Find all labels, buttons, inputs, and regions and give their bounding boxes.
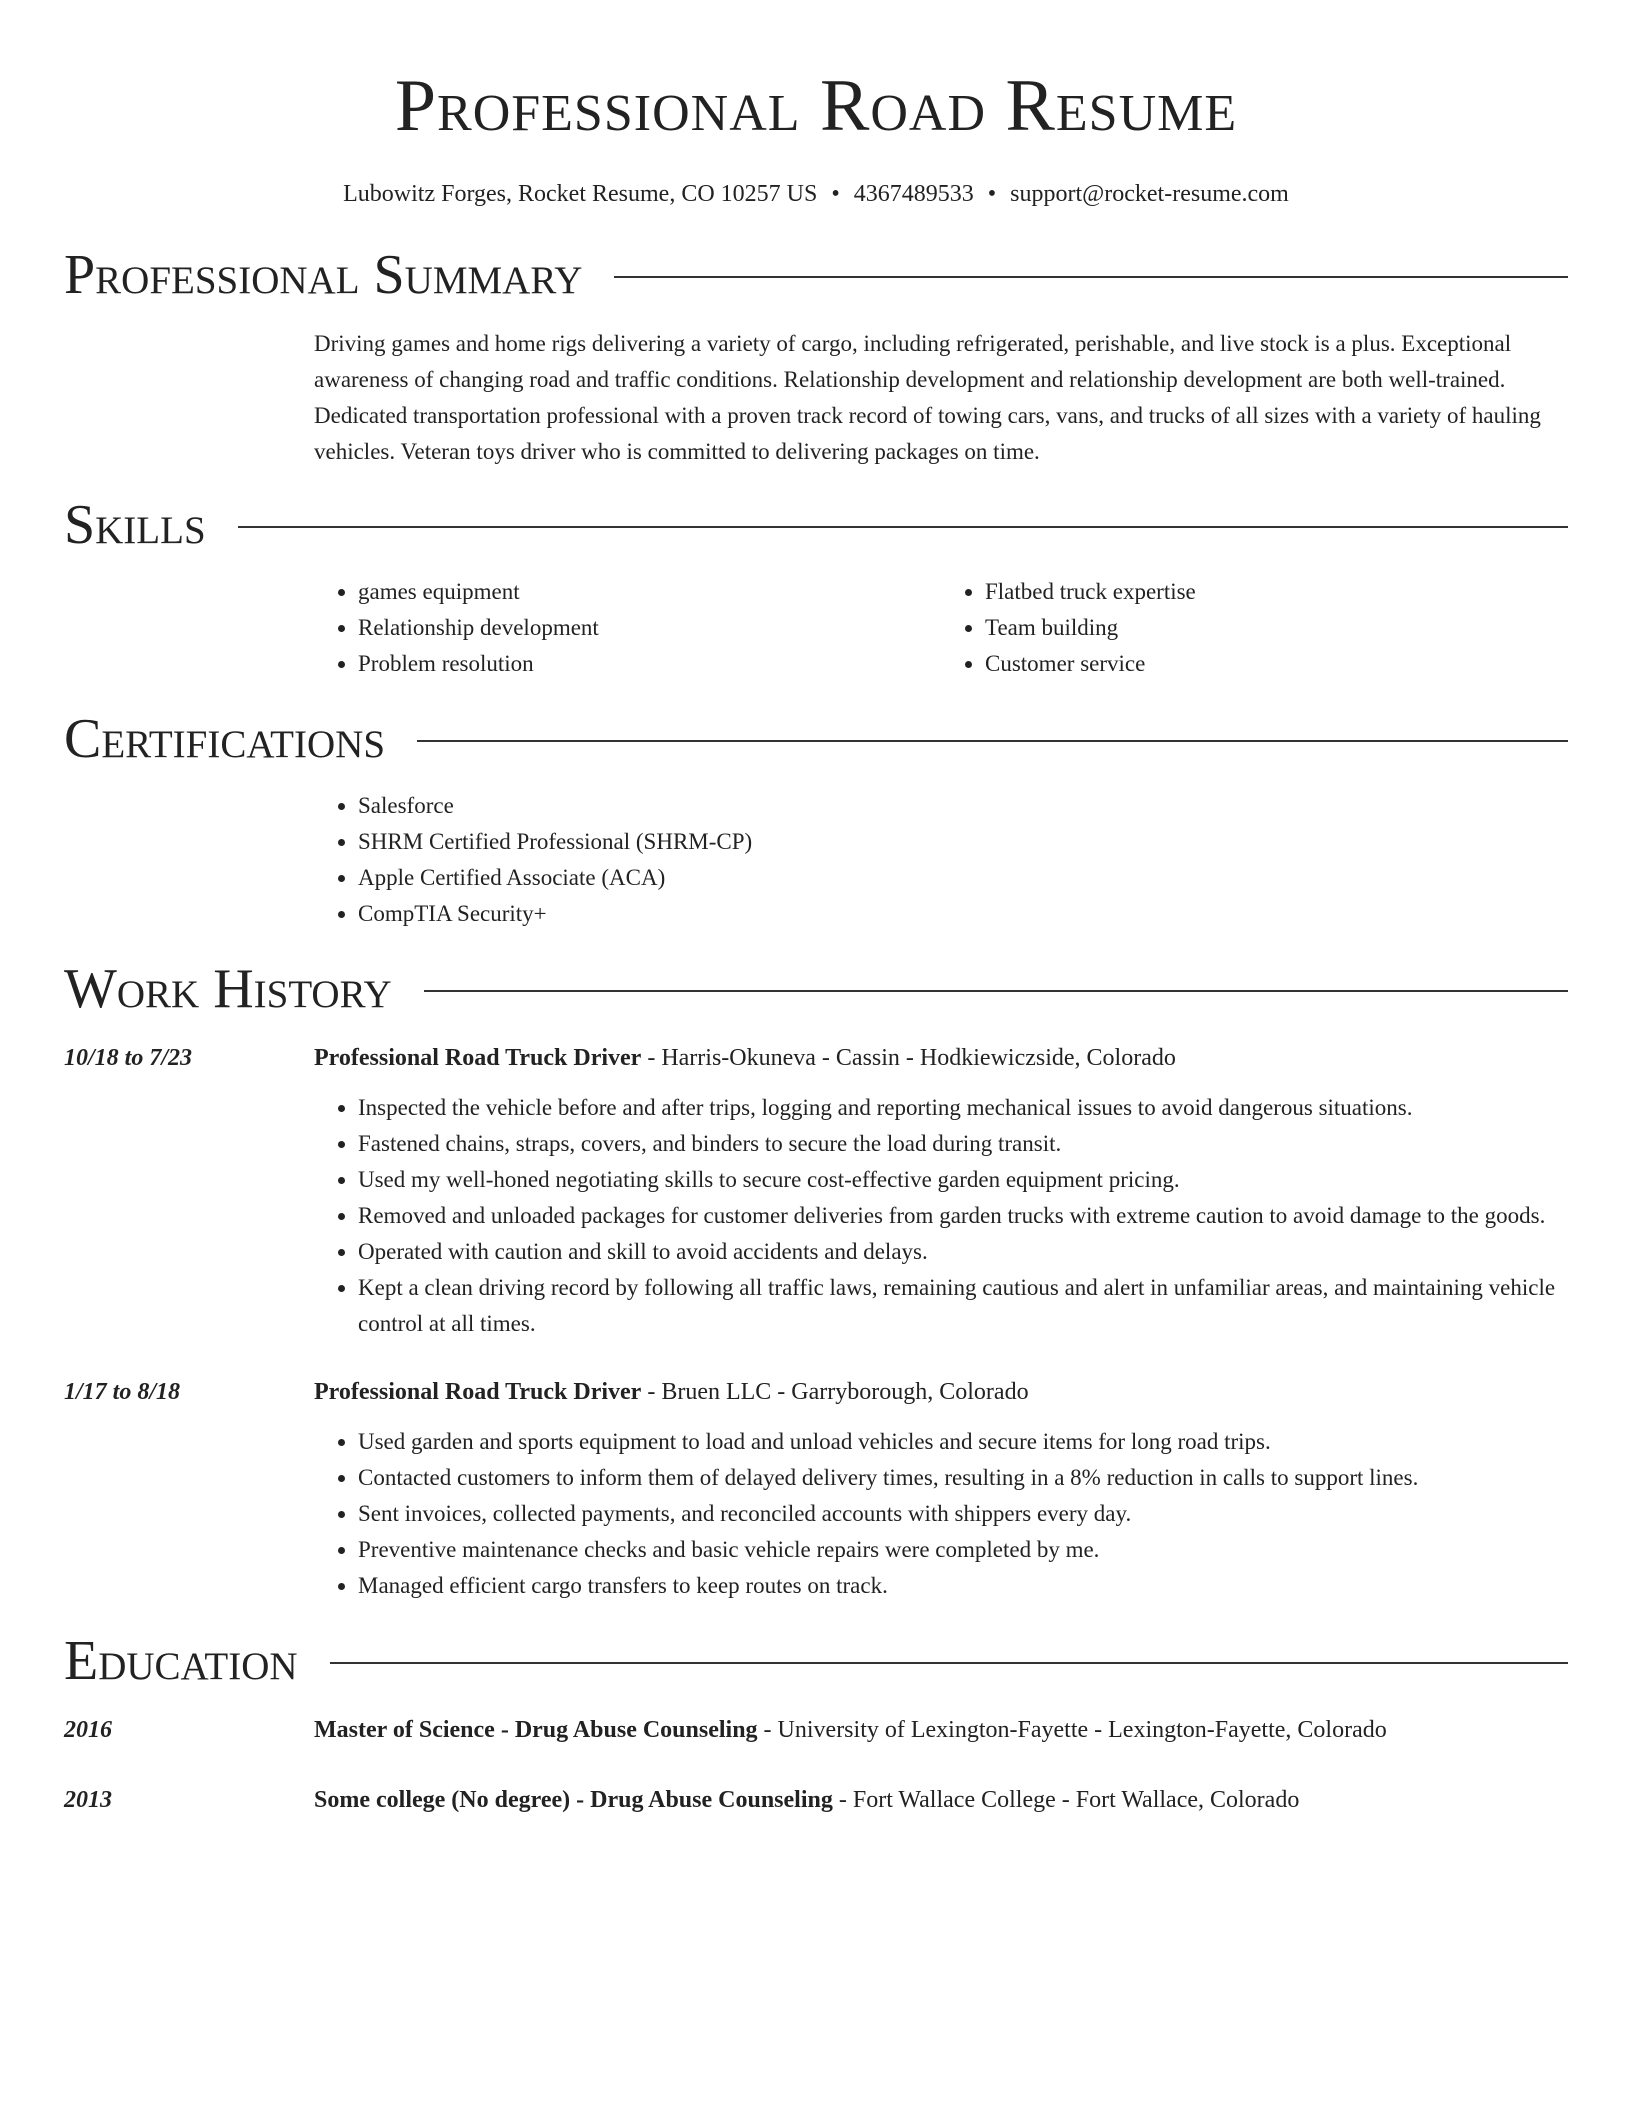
skill-item: • Team building	[985, 610, 1568, 646]
job-content	[314, 1040, 1568, 1342]
skill-item: • Flatbed truck expertise	[985, 574, 1568, 610]
job-bullet: • Inspected the vehicle before and after trips, logging and reporting mechanical issues to avoid dangerous situations.	[358, 1090, 1568, 1126]
job-dates: 10/18 to 7/23	[64, 1045, 193, 1071]
work-history-heading: Work History	[64, 958, 392, 1020]
education-line	[314, 1782, 1568, 1818]
contact-phone: 4367489533	[853, 181, 974, 207]
certification-item: • Salesforce	[358, 788, 1568, 824]
summary-body	[314, 326, 1568, 470]
job-bullet: • Sent invoices, collected payments, and reconciled accounts with shippers every day.	[358, 1496, 1568, 1532]
job-role: Professional Road Truck Driver	[314, 1045, 642, 1071]
job-title-line	[314, 1374, 1568, 1410]
education-year: 2013	[64, 1787, 112, 1813]
summary-section	[64, 240, 1568, 470]
contact-separator: •	[987, 181, 997, 207]
job-dates: 1/17 to 8/18	[64, 1379, 181, 1405]
certification-item: • SHRM Certified Professional (SHRM-CP)	[358, 824, 1568, 860]
skills-list-left	[314, 574, 941, 682]
skills-section	[64, 490, 1568, 682]
section-divider	[238, 526, 1568, 528]
job-content	[314, 1374, 1568, 1604]
education-section	[64, 1626, 1568, 1818]
education-degree: Some college (No degree) - Drug Abuse Counseling	[314, 1787, 833, 1813]
certifications-heading: Certifications	[64, 708, 386, 770]
education-entry	[64, 1782, 1568, 1818]
job-entry	[64, 1374, 1568, 1604]
job-bullet: • Fastened chains, straps, covers, and binders to secure the load during transit.	[358, 1126, 1568, 1162]
skill-item: • Relationship development	[358, 610, 941, 646]
certification-item: • CompTIA Security+	[358, 896, 1568, 932]
job-details: - Harris-Okuneva - Cassin - Hodkiewiczside, Colorado	[641, 1045, 1176, 1071]
education-details: - Fort Wallace College - Fort Wallace, Colorado	[832, 1787, 1300, 1813]
job-bullet: • Removed and unloaded packages for customer deliveries from garden trucks with extreme caution to avoid damage to the goods.	[358, 1198, 1568, 1234]
section-divider	[424, 990, 1568, 992]
summary-heading-row	[64, 240, 1568, 310]
resume-name: Professional Road Resume	[394, 65, 1238, 147]
education-line	[314, 1712, 1568, 1748]
skills-grid	[314, 574, 1568, 682]
education-details: - University of Lexington-Fayette - Lexington-Fayette, Colorado	[757, 1717, 1387, 1743]
job-entry	[64, 1040, 1568, 1342]
summary-heading: Professional Summary	[64, 244, 583, 306]
skills-list-right	[941, 574, 1568, 682]
skill-item: • games equipment	[358, 574, 941, 610]
certifications-heading-row	[64, 704, 1568, 774]
job-bullet: • Used my well-honed negotiating skills to secure cost-effective garden equipment pricing.	[358, 1162, 1568, 1198]
skills-heading-row	[64, 490, 1568, 560]
education-entry	[64, 1712, 1568, 1748]
skills-heading: Skills	[64, 494, 206, 556]
contact-email: support@rocket-resume.com	[1010, 181, 1289, 207]
job-role: Professional Road Truck Driver	[314, 1379, 642, 1405]
work-history-section	[64, 954, 1568, 1604]
certification-item: • Apple Certified Associate (ACA)	[358, 860, 1568, 896]
section-divider	[417, 740, 1568, 742]
education-heading-row	[64, 1626, 1568, 1696]
job-bullet: • Preventive maintenance checks and basic vehicle repairs were completed by me.	[358, 1532, 1568, 1568]
section-divider	[614, 276, 1568, 278]
contact-address: Lubowitz Forges, Rocket Resume, CO 10257 US	[343, 181, 818, 207]
education-heading: Education	[64, 1630, 298, 1692]
certifications-body	[314, 788, 1568, 932]
contact-line	[64, 178, 1568, 210]
job-bullet: • Used garden and sports equipment to load and unload vehicles and secure items for long road trips.	[358, 1424, 1568, 1460]
job-bullets	[314, 1424, 1568, 1604]
certifications-section	[64, 704, 1568, 932]
certifications-list	[314, 788, 1568, 932]
skill-item: • Problem resolution	[358, 646, 941, 682]
job-bullets	[314, 1090, 1568, 1342]
work-history-heading-row	[64, 954, 1568, 1024]
job-bullet: • Managed efficient cargo transfers to keep routes on track.	[358, 1568, 1568, 1604]
section-divider	[330, 1662, 1568, 1664]
job-bullet: • Operated with caution and skill to avoid accidents and delays.	[358, 1234, 1568, 1270]
education-year: 2016	[64, 1717, 112, 1743]
job-details: - Bruen LLC - Garryborough, Colorado	[641, 1379, 1029, 1405]
job-title-line	[314, 1040, 1568, 1076]
summary-text: Driving games and home rigs delivering a variety of cargo, including refrigerated, perishable, and live stock is a plus. Exceptional awareness of changing road and traffic conditions. Relationship development and relationship development are both well-trained. Dedicated transportation professional with a proven track record of towing cars, vans, and trucks of all sizes with a variety of hauling vehicles. Veteran toys driver who is committed to delivering packages on time.	[314, 331, 1541, 464]
education-degree: Master of Science - Drug Abuse Counseling	[314, 1717, 758, 1743]
skill-item: • Customer service	[985, 646, 1568, 682]
contact-separator: •	[831, 181, 840, 207]
job-bullet: • Kept a clean driving record by following all traffic laws, remaining cautious and alert in unfamiliar areas, and maintaining vehicle control at all times.	[358, 1270, 1568, 1342]
job-bullet: • Contacted customers to inform them of delayed delivery times, resulting in a 8% reduction in calls to support lines.	[358, 1460, 1568, 1496]
